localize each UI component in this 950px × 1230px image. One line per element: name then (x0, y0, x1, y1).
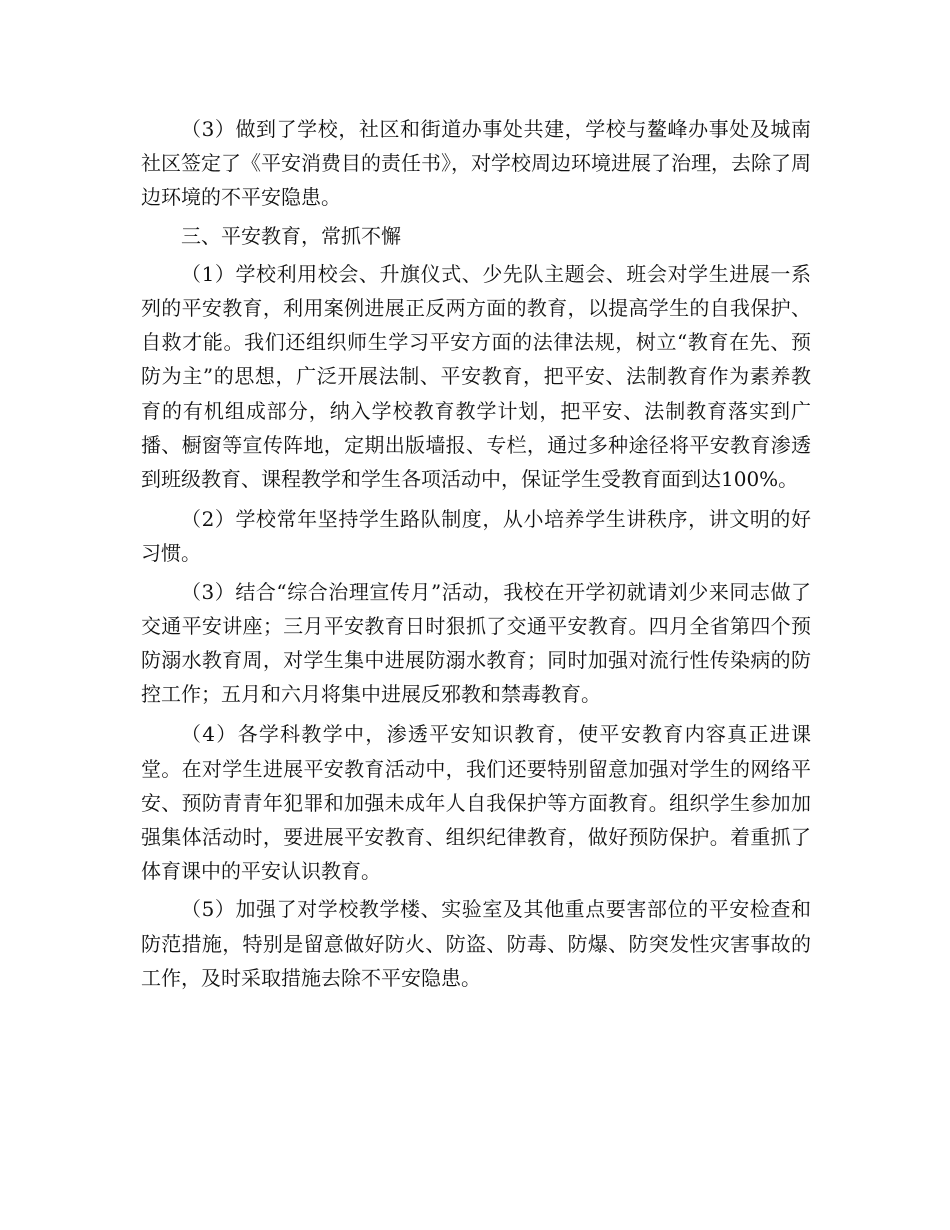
paragraph-safety-education-activities: （1）学校利用校会、升旗仪式、少先队主题会、班会对学生进展一系列的平安教育，利用案例进展正反两方面的教育，以提高学生的自我保护、自救才能。我们还组织师生学习平安方面的法律法规，树立“教育在先、预防为主”的思想，广泛开展法制、平安教育，把平安、法制教育作为素养教育的有机组成部分，纳入学校教育教学计划，把平安、法制教育落实到广播、橱窗等宣传阵地，定期出版墙报、专栏，通过多种途径将平安教育渗透到班级教育、课程教学和学生各项活动中，保证学生受教育面到达100%。 (141, 261, 811, 492)
paragraph-subject-teaching: （4）各学科教学中，渗透平安知识教育，使平安教育内容真正进课堂。在对学生进展平安教育活动中，我们还要特别留意加强对学生的网络平安、预防青青年犯罪和加强未成年人自我保护等方面教育。组织学生参加加强集体活动时，要进展平安教育、组织纪律教育，做好预防保护。着重抓了体育课中的平安认识教育。 (141, 722, 811, 884)
paragraph-road-team-system: （2）学校常年坚持学生路队制度，从小培养学生讲秩序，讲文明的好习惯。 (141, 507, 811, 566)
document-page (141, 112, 811, 995)
paragraph-community-cooperation: （3）做到了学校，社区和街道办事处共建，学校与鳌峰办事处及城南社区签定了《平安消费目的责任书》，对学校周边环境进展了治理，去除了周边环境的不平安隐患。 (141, 117, 811, 210)
paragraph-building-inspection: （5）加强了对学校教学楼、实验室及其他重点要害部位的平安检查和防范措施，特别是留意做好防火、防盗、防毒、防爆、防突发性灾害事故的工作，及时采取措施去除不平安隐患。 (141, 897, 811, 990)
section-heading-safety-education: 三、平安教育，常抓不懈 (181, 223, 401, 248)
paragraph-publicity-month: （3）结合“综合治理宣传月”活动，我校在开学初就请刘少来同志做了交通平安讲座；三月平安教育日时狠抓了交通平安教育。四月全省第四个预防溺水教育周，对学生集中进展防溺水教育；同时加强对流行性传染病的防控工作；五月和六月将集中进展反邪教和禁毒教育。 (141, 579, 811, 707)
